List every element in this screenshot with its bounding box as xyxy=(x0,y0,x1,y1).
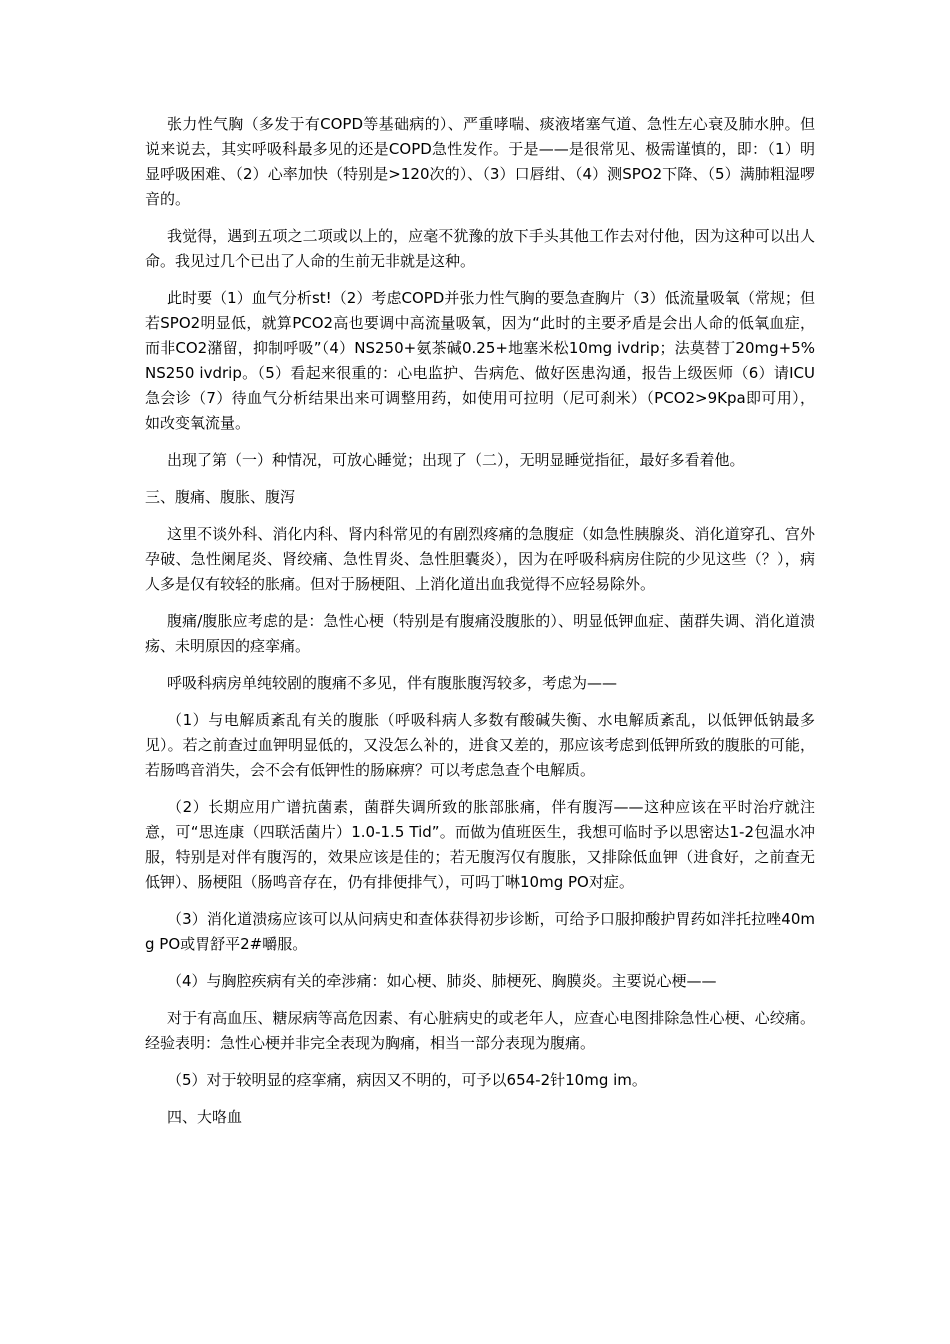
paragraph-item-3-ulcer: （3）消化道溃疡应该可以从问病史和查体获得初步诊断，可给予口服抑酸护胃药如泮托拉唑40mg PO或胃舒平2#嚼服。 xyxy=(145,910,815,953)
paragraph-sleep-advice: 出现了第（一）种情况，可放心睡觉；出现了（二），无明显睡觉指征，最好多看着他。 xyxy=(167,451,745,469)
paragraph-acute-abdomen: 这里不谈外科、消化内科、肾内科常见的有剧烈疼痛的急腹症（如急性胰腺炎、消化道穿孔、宫外孕破、急性阑尾炎、肾绞痛、急性胃炎、急性胆囊炎），因为在呼吸科病房住院的少见这些（？），病人多是仅有较轻的胀痛。但对于肠梗阻、上消化道出血我觉得不应轻易除外。 xyxy=(145,525,815,593)
paragraph-item-5-spasm: （5）对于较明显的痉挛痛，病因又不明的，可予以654-2针10mg im。 xyxy=(167,1071,647,1089)
paragraph-mi-advice: 对于有高血压、糖尿病等高危因素、有心脏病史的或老年人，应查心电图排除急性心梗、心绞痛。经验表明：急性心梗并非完全表现为胸痛，相当一部分表现为腹痛。 xyxy=(145,1009,815,1052)
paragraph-urgent-response: 我觉得，遇到五项之二项或以上的，应毫不犹豫的放下手头其他工作去对付他，因为这种可以出人命。我见过几个已出了人命的生前无非就是这种。 xyxy=(145,227,815,270)
section-heading-hemoptysis: 四、大咯血 xyxy=(167,1108,243,1126)
paragraph-tension-pneumothorax: 张力性气胸（多发于有COPD等基础病的）、严重哮喘、痰液堵塞气道、急性左心衰及肺水肿。但说来说去，其实呼吸科最多见的还是COPD急性发作。于是——是很常见、极需谨慎的，即：（1）明显呼吸困难、（2）心率加快（特别是>120次的）、（3）口唇绀、（4）测SPO2下降、（5）满肺粗湿啰音的。 xyxy=(145,115,815,208)
paragraph-item-1-electrolyte: （1）与电解质紊乱有关的腹胀（呼吸科病人多数有酸碱失衡、水电解质紊乱，以低钾低钠最多见）。若之前查过血钾明显低的，又没怎么补的，进食又差的，那应该考虑到低钾所致的腹胀的可能，若肠鸣音消失，会不会有低钾性的肠麻痹？可以考虑急查个电解质。 xyxy=(145,711,815,779)
document-page xyxy=(145,112,815,1130)
paragraph-item-4-referred-pain: （4）与胸腔疾病有关的牵涉痛：如心梗、肺炎、肺梗死、胸膜炎。主要说心梗—— xyxy=(167,972,717,990)
paragraph-treatment-steps: 此时要（1）血气分析st!（2）考虑COPD并张力性气胸的要急查胸片（3）低流量吸氧（常规；但若SPO2明显低，就算PCO2高也要调中高流量吸氧，因为“此时的主要矛盾是会出人命的低氧血症，而非CO2潴留，抑制呼吸”（4）NS250+氨茶碱0.25+地塞米松10mg ivdrip；法莫替丁20mg+5%NS250 ivdrip。（5）看起来很重的：心电监护、告病危、做好医患沟通，报告上级医师（6）请ICU急会诊（7）待血气分析结果出来可调整用药，如使用可拉明（尼可刹米）（PCO2>9Kpa即可用），如改变氧流量。 xyxy=(145,289,815,432)
section-heading-abdominal: 三、腹痛、腹胀、腹泻 xyxy=(145,488,296,506)
paragraph-considerations: 腹痛/腹胀应考虑的是：急性心梗（特别是有腹痛没腹胀的）、明显低钾血症、菌群失调、消化道溃疡、未明原因的痉挛痛。 xyxy=(145,612,815,655)
paragraph-respiratory-ward: 呼吸科病房单纯较剧的腹痛不多见，伴有腹胀腹泻较多，考虑为—— xyxy=(167,674,618,692)
paragraph-item-2-dysbiosis: （2）长期应用广谱抗菌素，菌群失调所致的胀部胀痛，伴有腹泻——这种应该在平时治疗就注意，可“思连康（四联活菌片）1.0-1.5 Tid”。而做为值班医生，我想可临时予以思密达1-2包温水冲服，特别是对伴有腹泻的，效果应该是佳的；若无腹泻仅有腹胀，又排除低血钾（进食好，之前查无低钾）、肠梗阻（肠鸣音存在，仍有排便排气），可吗丁啉10mg PO对症。 xyxy=(145,798,815,891)
